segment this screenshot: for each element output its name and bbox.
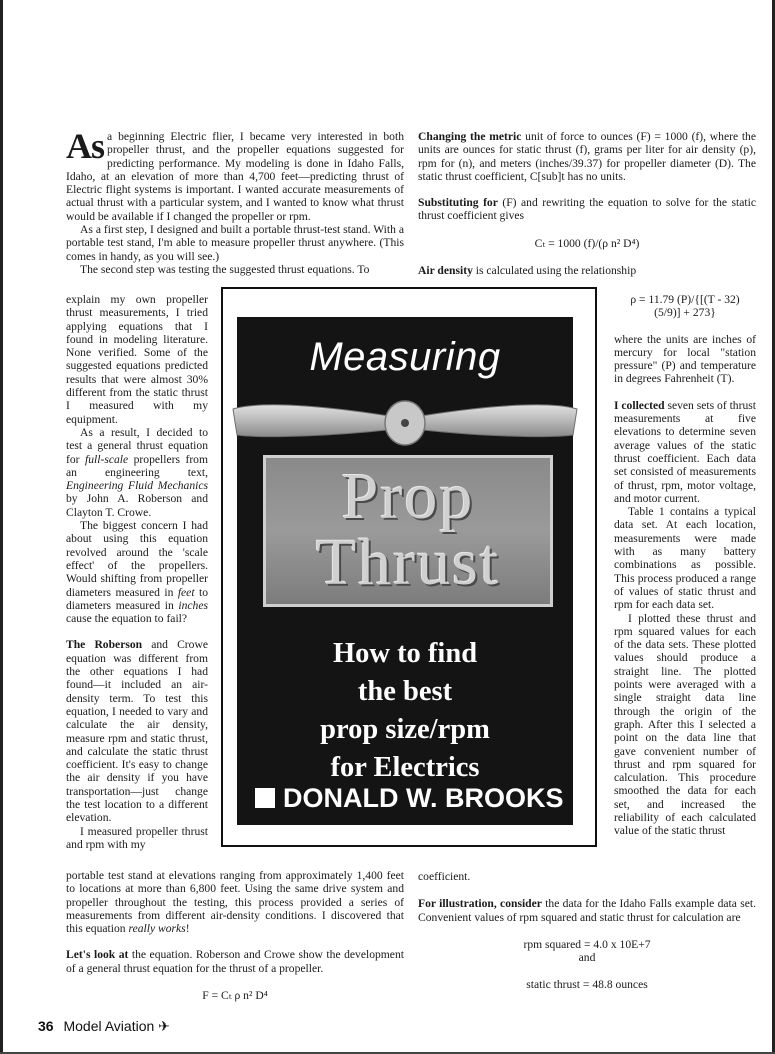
value-static-thrust: static thrust = 48.8 ounces bbox=[526, 978, 648, 992]
propeller-icon bbox=[227, 395, 583, 451]
paragraph: I collected seven sets of thrust measurements at five elevations to determine seven average values of the static thrust coefficient. Each data set consisted of measurements of thrust, rpm, motor voltage, and motor current. bbox=[614, 398, 756, 505]
drop-cap: As bbox=[66, 126, 105, 166]
paragraph: portable test stand at elevations ranging from approximately 1,400 feet to locations at more than 6,800 feet. Using the same drive system and propeller throughout the testing, this process provided a series of measurements from different air-density conditions. I discovered that this equation really works! bbox=[66, 869, 404, 936]
paragraph: I measured propeller thrust and rpm with my bbox=[66, 824, 208, 851]
paragraph: Table 1 contains a typical data set. At each location, measurements were made with as many battery combinations as possible. This process produced a range of values of static thrust and rpm for each data set. bbox=[614, 505, 756, 612]
equation-thrust: F = Cₜ ρ n² D⁴ bbox=[202, 989, 268, 1003]
page-number: 36 bbox=[38, 1018, 54, 1034]
prop-thrust-panel bbox=[263, 455, 553, 607]
paragraph: For illustration, consider the data for the Idaho Falls example data set. Convenient values of rpm squared and static thrust for calculation are bbox=[418, 897, 756, 924]
paragraph: explain my own propeller thrust measurements, I tried applying equations that I found in modeling literature. None verified. Some of the suggested equations predicted results that were almost 30% different from the static thrust I measured with my equipment. bbox=[66, 293, 208, 426]
paragraph: Let's look at the equation. Roberson and Crowe show the development of a general thrust equation for the thrust of a propeller. bbox=[66, 948, 404, 975]
column-2-bottom bbox=[418, 870, 756, 992]
title-panel bbox=[237, 317, 573, 825]
paragraph: As a first step, I designed and built a portable thrust-test stand. With a portable test stand, I'm able to measure propeller thrust anywhere. (This comes in handy, as you will see.) bbox=[66, 223, 404, 263]
intro-paragraph: As a beginning Electric flier, I became very interested in both propeller thrust, and the propeller equations suggested for predicting performance. My modeling is done in Idaho Falls, Idaho, at an elevation of more than 4,700 feet—predicting thrust of Electric flight systems is important. I wanted accurate measurements of actual thrust with a particular system, and I wanted to know what thrust would be available if I changed the propeller or rpm. bbox=[66, 126, 404, 223]
column-1-top bbox=[66, 126, 404, 276]
column-1-bottom bbox=[66, 869, 404, 1014]
title-measuring: Measuring bbox=[309, 335, 501, 379]
paragraph: Air density is calculated using the relationship bbox=[418, 264, 637, 278]
title-prop: Prop bbox=[341, 460, 475, 533]
subtitle-line: How to find bbox=[332, 638, 478, 669]
paragraph: As a result, I decided to test a general thrust equation for full-scale propellers from an engineering text, Engineering Fluid Mechanics by John A. Roberson and Clayton T. Crowe. bbox=[66, 425, 208, 519]
equation-air-density: ρ = 11.79 (P)/{[(T - 32) (5/9)] + 273} bbox=[630, 293, 740, 320]
square-bullet-icon bbox=[255, 788, 275, 808]
paragraph: Substituting for (F) and rewriting the equation to solve for the static thrust coefficient gives bbox=[418, 196, 756, 223]
paragraph: coefficient. bbox=[418, 870, 471, 883]
paragraph: where the units are inches of mercury for local "station pressure" (P) and temperature in degrees Fahrenheit (T). bbox=[614, 332, 756, 386]
value-rpm-squared: rpm squared = 4.0 x 10E+7 bbox=[523, 937, 651, 951]
title-box bbox=[221, 287, 597, 847]
magazine-name: Model Aviation bbox=[63, 1018, 155, 1034]
column-1-narrow bbox=[66, 293, 208, 851]
value-and: and bbox=[578, 951, 596, 965]
column-2-narrow bbox=[614, 293, 756, 838]
author-name: DONALD W. BROOKS bbox=[283, 783, 564, 813]
airplane-icon: ✈ bbox=[158, 1018, 170, 1034]
title-thrust: Thrust bbox=[315, 526, 501, 599]
subtitle-line: for Electrics bbox=[330, 752, 480, 783]
subtitle-line: prop size/rpm bbox=[320, 714, 490, 745]
paragraph: I plotted these thrust and rpm squared values for each of the data sets. These plotted values should produce a straight line. The plotted points were averaged with a single straight data line through the origin of the graph. After this I selected a point on the data line that gave convenient number of thrust and rpm squared for calculation. This procedure smoothed the data for each set, and increased the reliability of each calculated value of the static thrust bbox=[614, 611, 756, 838]
subtitle bbox=[237, 635, 573, 787]
author-byline bbox=[255, 783, 565, 814]
equation-coefficient: Cₜ = 1000 (f)/(ρ n² D⁴) bbox=[534, 236, 640, 250]
paragraph: The biggest concern I had about using this equation revolved around the 'scale effect' of the propellers. Would shifting from propeller diameters measured in feet to diameters measured in inches cause the equation to fail? bbox=[66, 519, 208, 626]
column-2-top bbox=[418, 130, 756, 277]
subtitle-line: the best bbox=[357, 676, 453, 707]
paragraph: The second step was testing the suggested thrust equations. To bbox=[80, 262, 370, 276]
paragraph: The Roberson and Crowe equation was different from the other equations I had found—it included an air-density term. To test this equation, I needed to vary and calculate the air density, measure rpm and static thrust, and calculate the static thrust coefficient. It's easy to change the air density if you have transportation—just change the test location to a different elevation. bbox=[66, 638, 208, 825]
page-footer bbox=[38, 1018, 170, 1035]
paragraph: Changing the metric unit of force to ounces (F) = 1000 (f), where the units are ounces for static thrust (f), grams per liter for air density (p), rpm for (n), and meters (inches/39.37) for propeller diameter (D). The static thrust coefficient, C[sub]t has no units. bbox=[418, 130, 756, 183]
scan-edge-left bbox=[0, 0, 3, 1054]
